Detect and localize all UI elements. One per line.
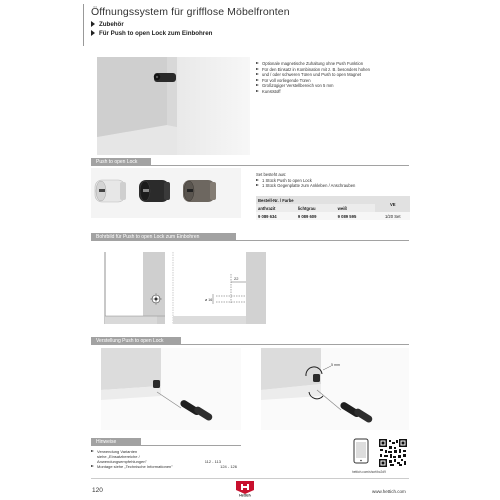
- feature-item-continued: und / oder schweren Türen und Push to open Magnet: [256, 72, 436, 78]
- hettich-logo: [232, 480, 258, 497]
- arrow-right-icon: [91, 30, 95, 36]
- hint-page-ref: 124 - 126: [220, 464, 237, 469]
- website-link[interactable]: www.hettich.com: [372, 489, 406, 494]
- set-contents: [256, 172, 355, 189]
- footer-rule: [91, 478, 409, 479]
- qr-code-icon[interactable]: [378, 438, 408, 468]
- page-number: 120: [92, 487, 103, 494]
- section-hints-heading: Hinweise: [91, 438, 141, 446]
- adjustment-illustration: [91, 348, 409, 430]
- smartphone-icon: [350, 438, 372, 464]
- set-item: 1 Stück Push to open Lock: [256, 178, 355, 184]
- logo-text: Hettich: [239, 493, 251, 497]
- hint-item: Montage siehe „Technische Informationen": [97, 464, 173, 469]
- table-header-ve: VE: [375, 196, 410, 212]
- hints-list: [91, 449, 241, 469]
- adjustment-photos: [91, 348, 409, 430]
- feature-item: Für den Einsatz in Kombination mit z. B. besonders hohen: [256, 67, 436, 73]
- hint-page-ref: 112 - 113: [204, 459, 221, 464]
- subtitle-accessories: [91, 21, 124, 28]
- color-cell: anthrazit: [256, 204, 296, 212]
- set-intro: Set besteht aus:: [256, 172, 287, 177]
- header-rule: [83, 4, 84, 46]
- feature-item: Kunststoff: [256, 89, 436, 95]
- article-number: 9 089 609: [296, 212, 336, 220]
- packing-unit: 1/20 Set: [375, 212, 410, 220]
- hint-item: Verwendung Varianten: [91, 449, 241, 454]
- section-product-heading: Push to open Lock: [91, 158, 151, 166]
- set-item: 1 Stück Gegenplatte zum Ankleben / Anschrauben: [256, 183, 355, 189]
- section-drilling-heading: Bohrbild für Push to open Lock zum Einbohren: [91, 233, 236, 241]
- qr-caption: hettich.com/short/bc2d9: [352, 470, 386, 474]
- adjust-range-label: 5 mm: [331, 363, 340, 367]
- color-cell: weiß: [336, 204, 376, 212]
- dimension-22: 22: [234, 276, 239, 281]
- color-cell: lichtgrau: [296, 204, 336, 212]
- section-adjust-heading: Verstellung Push to open Lock: [91, 337, 181, 345]
- drilling-diagram: [91, 244, 409, 329]
- product-photo: [91, 168, 241, 218]
- page-title: Öffnungssystem für grifflose Möbelfronten: [91, 6, 290, 18]
- push-lock-variants-illustration: [91, 168, 241, 218]
- article-number: 9 089 634: [256, 212, 296, 220]
- dimension-diameter: ø 16: [205, 298, 213, 302]
- article-number: 9 089 595: [336, 212, 376, 220]
- feature-item: Optionale magnetische Zuhaltung ohne Push Funktion: [256, 61, 436, 67]
- hint-item-line: siehe „Einsatzbereiche /: [97, 454, 140, 459]
- cabinet-illustration: [97, 57, 250, 155]
- subtitle-text: Für Push to open Lock zum Einbohren: [99, 30, 213, 37]
- hint-item-line: Anwendungsempfehlungen": [97, 459, 147, 464]
- feature-item: Für voll vorliegende Türen: [256, 78, 436, 84]
- subtitle-text: Zubehör: [99, 21, 124, 28]
- drilling-drawing: [91, 244, 409, 329]
- arrow-right-icon: [91, 21, 95, 27]
- table-header: Bestell-Nr. / Farbe: [256, 196, 375, 204]
- feature-list: [256, 61, 436, 95]
- subtitle-push-lock: [91, 30, 212, 37]
- feature-item: Großzügiger Verstellbereich von 5 mm: [256, 83, 436, 89]
- cabinet-photo: [97, 57, 250, 155]
- order-table: [256, 196, 410, 220]
